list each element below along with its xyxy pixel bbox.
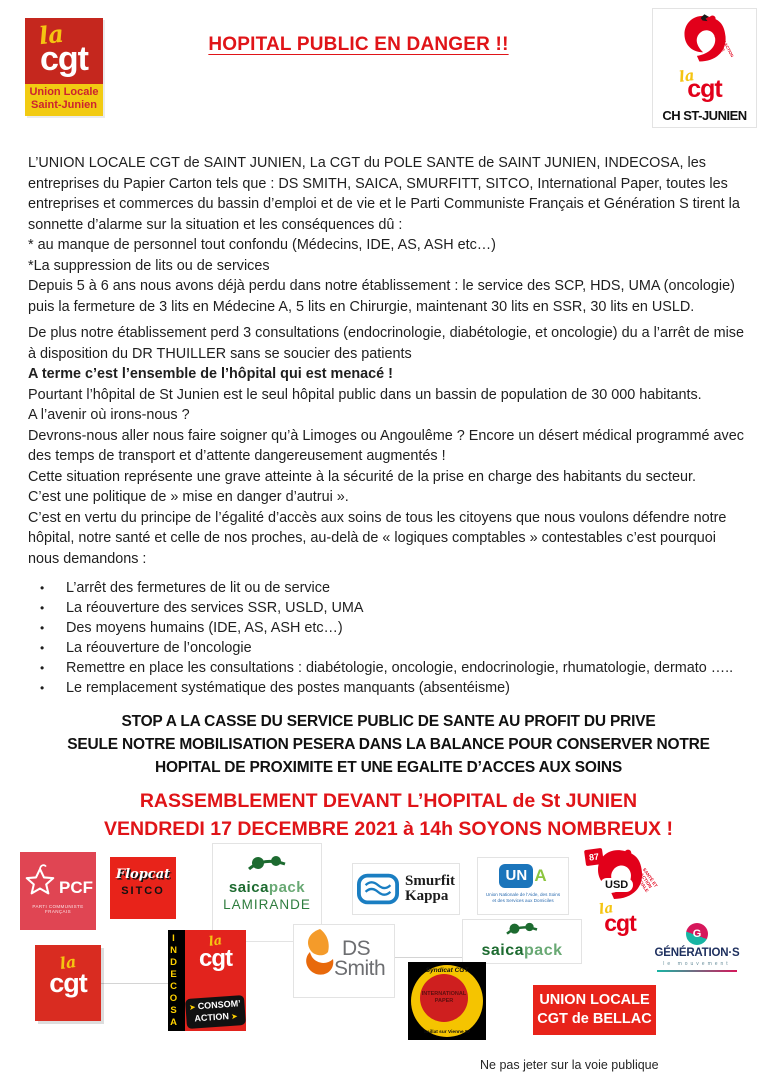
demands-list	[28, 578, 749, 698]
cgt-wordmark: cgt	[687, 75, 722, 103]
union-locale-cgt-bellac-box	[533, 985, 656, 1035]
cgt-la-script: la	[37, 18, 66, 51]
rally-line: RASSEMBLEMENT DEVANT L’HOPITAL de St JUNIEN	[139, 790, 638, 812]
generations-g-icon: G	[686, 923, 708, 945]
smurfit-wordmark: Smurfit	[405, 873, 455, 889]
cgt-small-logo	[35, 945, 101, 1021]
sitco-wordmark: SITCO	[121, 885, 165, 897]
warning-line: A terme c’est l’ensemble de l’hôpital qui est menacé !	[28, 366, 393, 382]
bullet-icon: •	[40, 601, 45, 615]
badge-top-caption: Syndicat CGT	[425, 967, 469, 974]
saica-wordmark: saica	[481, 942, 525, 959]
generations-wordmark: GÉNÉRATION·S	[654, 947, 740, 959]
smith-wordmark: Smith	[334, 957, 386, 980]
cgt-wordmark: cgt	[40, 40, 88, 78]
cgt-la-script: la	[207, 933, 224, 950]
list-item: • La réouverture des services SSR, USLD, UMA	[40, 600, 364, 616]
lamirande-caption: LAMIRANDE	[223, 897, 311, 912]
bullet-icon: •	[40, 621, 45, 635]
slogan-line: SEULE NOTRE MOBILISATION PESERA DANS LA BALANCE POUR CONSERVER NOTRE	[67, 736, 710, 753]
page-title: HOPITAL PUBLIC EN DANGER !!	[208, 34, 509, 55]
list-item: • Des moyens humains (IDE, AS, ASH etc…)	[40, 620, 343, 636]
indecosa-cgt-logo	[168, 930, 246, 1031]
ch-st-junien-caption: CH ST-JUNIEN	[662, 108, 747, 123]
footer-note: Ne pas jeter sur la voie publique	[480, 1058, 659, 1072]
union-locale-caption: Union Locale Saint-Junien	[25, 84, 103, 116]
rally-line: VENDREDI 17 DECEMBRE 2021 à 14h SOYONS NOMBREUX !	[104, 818, 673, 840]
generations-caption: le mouvement	[663, 961, 731, 967]
una-logo	[477, 857, 569, 915]
paragraph-politique: C’est une politique de » mise en danger d’autrui ».	[28, 489, 349, 505]
star-icon	[23, 864, 57, 898]
arc-caption: SANTÉ ET ACTION SOCIALE	[713, 23, 735, 58]
badge-bottom-caption: Saillat sur Vienne 87	[423, 1030, 471, 1035]
paragraph-desert: Devrons-nous aller nous faire soigner qu’à Limoges ou Angoulême ? Encore un désert médical programmé avec des temps de transport et d’attente dangereusement augmentés !	[28, 427, 744, 464]
una-mark: UN	[499, 864, 533, 888]
bullet-star-1: * au manque de personnel tout confondu (Médecins, IDE, AS, ASH etc…)	[28, 237, 496, 253]
generations-logo	[649, 921, 745, 977]
smurfit-icon	[357, 873, 399, 905]
sitco-logo	[110, 857, 176, 919]
divider	[101, 983, 168, 984]
pcf-caption: PARTI COMMUNISTE FRANÇAIS	[32, 904, 84, 914]
slogan-line: HOPITAL DE PROXIMITE ET UNE EGALITE D’ACCES AUX SOINS	[154, 759, 623, 776]
paragraph-losses: Depuis 5 à 6 ans nous avons déjà perdu dans notre établissement : le service des SCP, HDS, UMA (oncologie) puis la fermeture de 3 lits en Médecine A, 5 lits en Chirurgie, maintenant 30 lits en SSR, 30 lits en USLD.	[28, 278, 735, 315]
divider	[393, 957, 462, 958]
leaf-icon	[247, 854, 287, 874]
cgt-la-script: la	[58, 951, 78, 974]
arrow-icon: ➤	[189, 1004, 196, 1012]
cgt-wordmark: cgt	[49, 968, 87, 998]
kappa-wordmark: Kappa	[405, 888, 449, 904]
pack-wordmark: pack	[268, 879, 306, 896]
body-text	[28, 153, 749, 843]
pack-wordmark: pack	[524, 942, 563, 959]
list-item: • La réouverture de l’oncologie	[40, 640, 252, 656]
paragraph-intro: L’UNION LOCALE CGT de SAINT JUNIEN, La CGT du POLE SANTE de SAINT JUNIEN, INDECOSA, les entreprises du Papier Carton tels que : DS SMITH, SAICA, SMURFITT, SITCO, International Paper, toutes les entreprises et commerces du bassin d’emploi et de vie et le Parti Communiste Français et Génération S tirent la sonnette d’alarme sur la situation et les conséquences dû :	[28, 155, 740, 233]
leaf-icon	[505, 922, 539, 937]
badge-core: INTERNATIONAL PAPER	[420, 974, 468, 1022]
bullet-icon: •	[40, 661, 45, 675]
rally-announcement	[28, 787, 749, 843]
pcf-logo	[20, 852, 96, 930]
list-item: • Remettre en place les consultations : diabétologie, oncologie, endocrinologie, rhumatologie, dermato …..	[40, 660, 734, 676]
cgt-la-script: la	[677, 66, 696, 86]
bullet-star-2: *La suppression de lits ou de services	[28, 257, 270, 274]
indecosa-vertical-wordmark: INDECOSA	[168, 930, 185, 1031]
ds-wordmark: DS	[342, 937, 371, 960]
arrow-icon: ➤	[231, 1013, 238, 1021]
saica-pack-logo	[462, 919, 582, 964]
paragraph-consultations: De plus notre établissement perd 3 consultations (endocrinologie, diabétologie, et oncologie) du a l’arrêt de mise à disposition du DR THUILLER sans se soucier des patients	[28, 325, 744, 362]
bellac-line: UNION LOCALE	[539, 992, 650, 1008]
list-item: • L’arrêt des fermetures de lit ou de service	[40, 580, 330, 596]
arc-caption: SANTÉ ET ACTION SOCIALE	[634, 867, 659, 893]
consomaction-banner: ➤ CONSOM’ ACTION ➤	[185, 995, 246, 1029]
gradient-bar	[657, 970, 737, 972]
paragraph-egalite: C’est en vertu du principe de l’égalité d’accès aux soins de tous les citoyens que nous voulons défendre notre hôpital, notre santé et celle de nos proches, au-delà de « logiques comptables » contestables c’est pourquoi nous demandons :	[28, 509, 727, 567]
slogan-block	[28, 710, 749, 779]
international-paper-cgt-badge	[408, 962, 486, 1040]
cgt-wordmark: cgt	[604, 910, 636, 936]
smurfit-kappa-logo	[352, 863, 460, 915]
paragraph-population: Pourtant l’hôpital de St Junien est le seul hôpital public dans un bassin de population de 30 000 habitants.	[28, 386, 702, 403]
paragraph-future: A l’avenir où irons-nous ?	[28, 407, 190, 423]
bullet-icon: •	[40, 681, 45, 695]
dept-87-badge: 87	[584, 848, 604, 866]
list-item: • Le remplacement systématique des postes manquants (absentéisme)	[40, 680, 510, 696]
cgt-union-locale-saint-junien-logo	[25, 18, 103, 116]
una-a: A	[534, 866, 547, 885]
slogan-line: STOP A LA CASSE DU SERVICE PUBLIC DE SANTE AU PROFIT DU PRIVE	[121, 713, 656, 730]
usd-wordmark: USD	[601, 879, 632, 891]
sitco-script: Flopcat	[115, 867, 171, 882]
paragraph-security: Cette situation représente une grave atteinte à la sécurité de la prise en charge des habitants du secteur.	[28, 468, 696, 485]
cgt-la-script: la	[597, 900, 615, 918]
bullet-icon: •	[40, 641, 45, 655]
saica-wordmark: saica	[228, 879, 269, 896]
una-caption: Union Nationale de l’Aide, des Soins et des Services aux Domiciles	[485, 892, 561, 903]
bullet-icon: •	[40, 581, 45, 595]
ds-smith-logo	[293, 924, 395, 998]
cgt-wordmark: cgt	[199, 945, 232, 972]
bellac-line: CGT de BELLAC	[537, 1011, 652, 1027]
pcf-wordmark: PCF	[59, 878, 93, 897]
cgt-ch-st-junien-logo	[652, 8, 757, 128]
